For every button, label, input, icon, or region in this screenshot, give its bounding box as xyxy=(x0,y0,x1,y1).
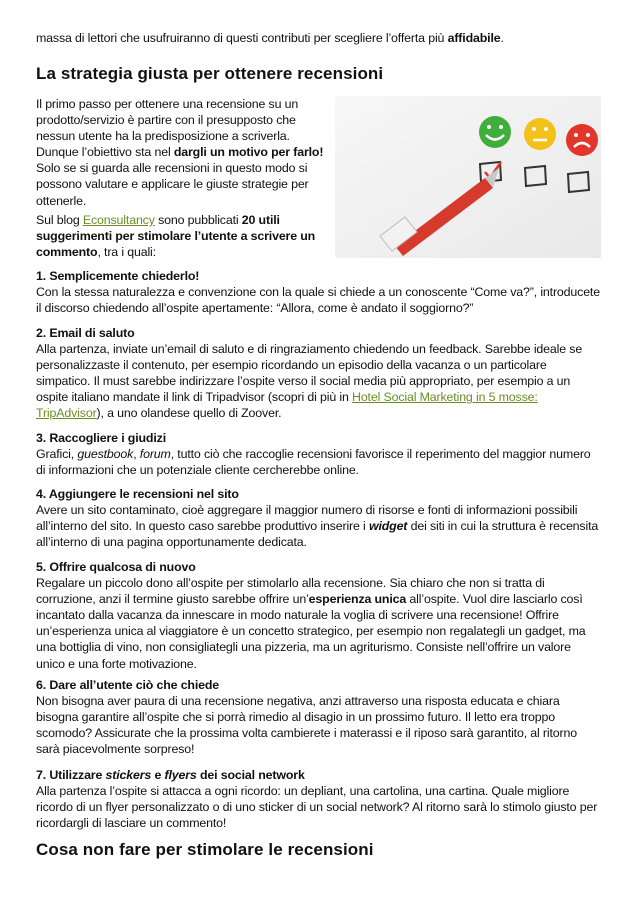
tip-4-text-b: dei siti in cui la struttura è recensita all’interno di una pagina opportunamente dedicata. xyxy=(36,519,599,550)
tip-4-widget: widget xyxy=(368,519,408,534)
econsultancy-link[interactable]: Econsultancy xyxy=(82,213,155,227)
tip-3-text-a: Grafici, xyxy=(36,447,78,462)
intro-paragraph xyxy=(36,30,602,46)
p2-bold: 20 utili suggerimenti per stimolare l’utente a scrivere un commento xyxy=(36,213,316,260)
intro-end: . xyxy=(500,31,504,45)
tip-1-title: 1. Semplicemente chiederlo! xyxy=(36,269,200,283)
p2-text-b: sono pubblicati xyxy=(154,213,242,227)
tip-4-title: 4. Aggiungere le recensioni nel sito xyxy=(36,487,239,501)
tip-1 xyxy=(36,268,602,316)
tip-7-title-a: 7. Utilizzare xyxy=(36,768,106,782)
tip-7-title-flyers: flyers xyxy=(164,768,197,782)
paragraph-econsultancy xyxy=(36,212,330,260)
tip-2-title: 2. Email di saluto xyxy=(36,326,135,340)
intro-bold: affidabile xyxy=(447,31,501,45)
tip-5-bold: esperienza unica xyxy=(308,592,407,607)
tripadvisor-article-link[interactable]: Hotel Social Marketing in 5 mosse: TripAdvisor xyxy=(36,390,538,421)
paragraph-first-step xyxy=(36,96,330,209)
tip-6 xyxy=(36,677,602,757)
sad-face-icon xyxy=(566,124,598,156)
section-heading-strategy: La strategia giusta per ottenere recensioni xyxy=(36,64,384,83)
happy-face-icon xyxy=(479,116,511,148)
tip-5 xyxy=(36,559,602,672)
intro-text: massa di lettori che usufruiranno di questi contributi per scegliere l’offerta più xyxy=(36,31,448,45)
p1-text-c: Solo se si guarda alle recensioni in questo modo si possono valutare e applicare le giuste strategie per ottenerle. xyxy=(36,161,309,208)
section-heading-what-not-to-do: Cosa non fare per stimolare le recensioni xyxy=(36,840,374,859)
tip-3-italic-guestbook: guestbook xyxy=(77,447,134,462)
tip-4 xyxy=(36,486,602,550)
tip-6-title: 6. Dare all’utente ciò che chiede xyxy=(36,678,220,692)
tip-3-title: 3. Raccogliere i giudizi xyxy=(36,431,166,445)
tip-5-text-a: Regalare un piccolo dono all’ospite per stimolarlo alla recensione. Sia chiaro che non si tratta di corruzione, anzi il termine giusto sarebbe offrire un’ xyxy=(36,576,545,607)
tip-1-body: Con la stessa naturalezza e convenzione con la quale si chiede a un conoscente “Come va?”, introducete il discorso chiedendo all’ospite apertamente: “Allora, come è andato il soggiorno?” xyxy=(36,285,600,316)
tip-2 xyxy=(36,325,602,422)
tip-3-text-b: , xyxy=(133,447,140,462)
tip-7 xyxy=(36,767,602,831)
tip-5-text-b: all’ospite. Vuol dire lasciarlo così incantato dalla vacanza da innescare in modo naturale la voglia di scrivere una recensione! Offrire un’esperienza unica al viaggiatore è un concetto strategico, per esempio non regalategli un gadget, ma una bottiglia di vino, non consigliategli una pizzeria, ma un agriturismo. Consiste nell’offrire un valore unico e una forte motivazione. xyxy=(36,592,586,671)
tip-6-body: Non bisogna aver paura di una recensione negativa, anzi attraverso una risposta educata e chiara bisogna garantire all’ospite che si porrà rimedio al disagio in un prossimo futuro. Il letto era troppo scomodo? Assicurate che la prossima volta cambierete i materassi e il riposo sarà garantito, al ritorno sarà piacevolmente sorpreso! xyxy=(36,694,578,757)
tip-2-body: Alla partenza, inviate un’email di saluto e di ringraziamento chiedendo un feedback. Sarebbe ideale se personalizzaste il contenuto, per esempio ricordando un episodio della vacanza o un particolare simpatico. Il must sarebbe indirizzare l’ospite verso il social media più appropriato, per esempio a un ospite italiano mandate il link di Tripadvisor (scopri di più in xyxy=(36,342,583,405)
tip-2-end: ), a uno olandese quello di Zoover. xyxy=(96,406,282,421)
tip-3-italic-forum: forum xyxy=(139,447,171,462)
tip-4-text-a: Avere un sito contaminato, cioè aggregare il maggior numero di risorse e fonti di informazioni possibili all’interno del sito. In questo caso sarebbe produttivo inserire i xyxy=(36,503,578,534)
tip-7-title-stickers: stickers xyxy=(105,768,152,782)
tip-3-text-c: , tutto ciò che raccoglie recensioni favorisce il reperimento del maggior numero di informazioni che un potenziale cliente cercherebbe online. xyxy=(36,447,591,478)
tip-7-title-c: dei social network xyxy=(196,768,305,782)
tip-3 xyxy=(36,430,602,478)
p1-text-a: Il primo passo per ottenere una recensione su un prodotto/servizio è partire con il presupposto che nessun utente ha la predisposizione a scriverla. Dunque l’obiettivo sta nel xyxy=(36,97,299,160)
tip-7-body: Alla partenza l’ospite si attacca a ogni ricordo: un depliant, una cartolina, una cartina. Quale migliore ricordo di un flyer personalizzato o di uno sticker di un social network? Al ritorno sarà lo stimolo giusto per ricordargli di lasciare un commento! xyxy=(36,784,598,831)
feedback-smiley-checkboxes-image xyxy=(335,96,601,258)
p2-text-c: , tra i quali: xyxy=(97,245,156,260)
neutral-face-icon xyxy=(524,118,556,150)
p1-bold: dargli un motivo per farlo! xyxy=(173,145,324,160)
p2-text-a: Sul blog xyxy=(36,213,83,227)
tip-7-title-b: e xyxy=(151,768,165,782)
tip-5-title: 5. Offrire qualcosa di nuovo xyxy=(36,560,196,574)
